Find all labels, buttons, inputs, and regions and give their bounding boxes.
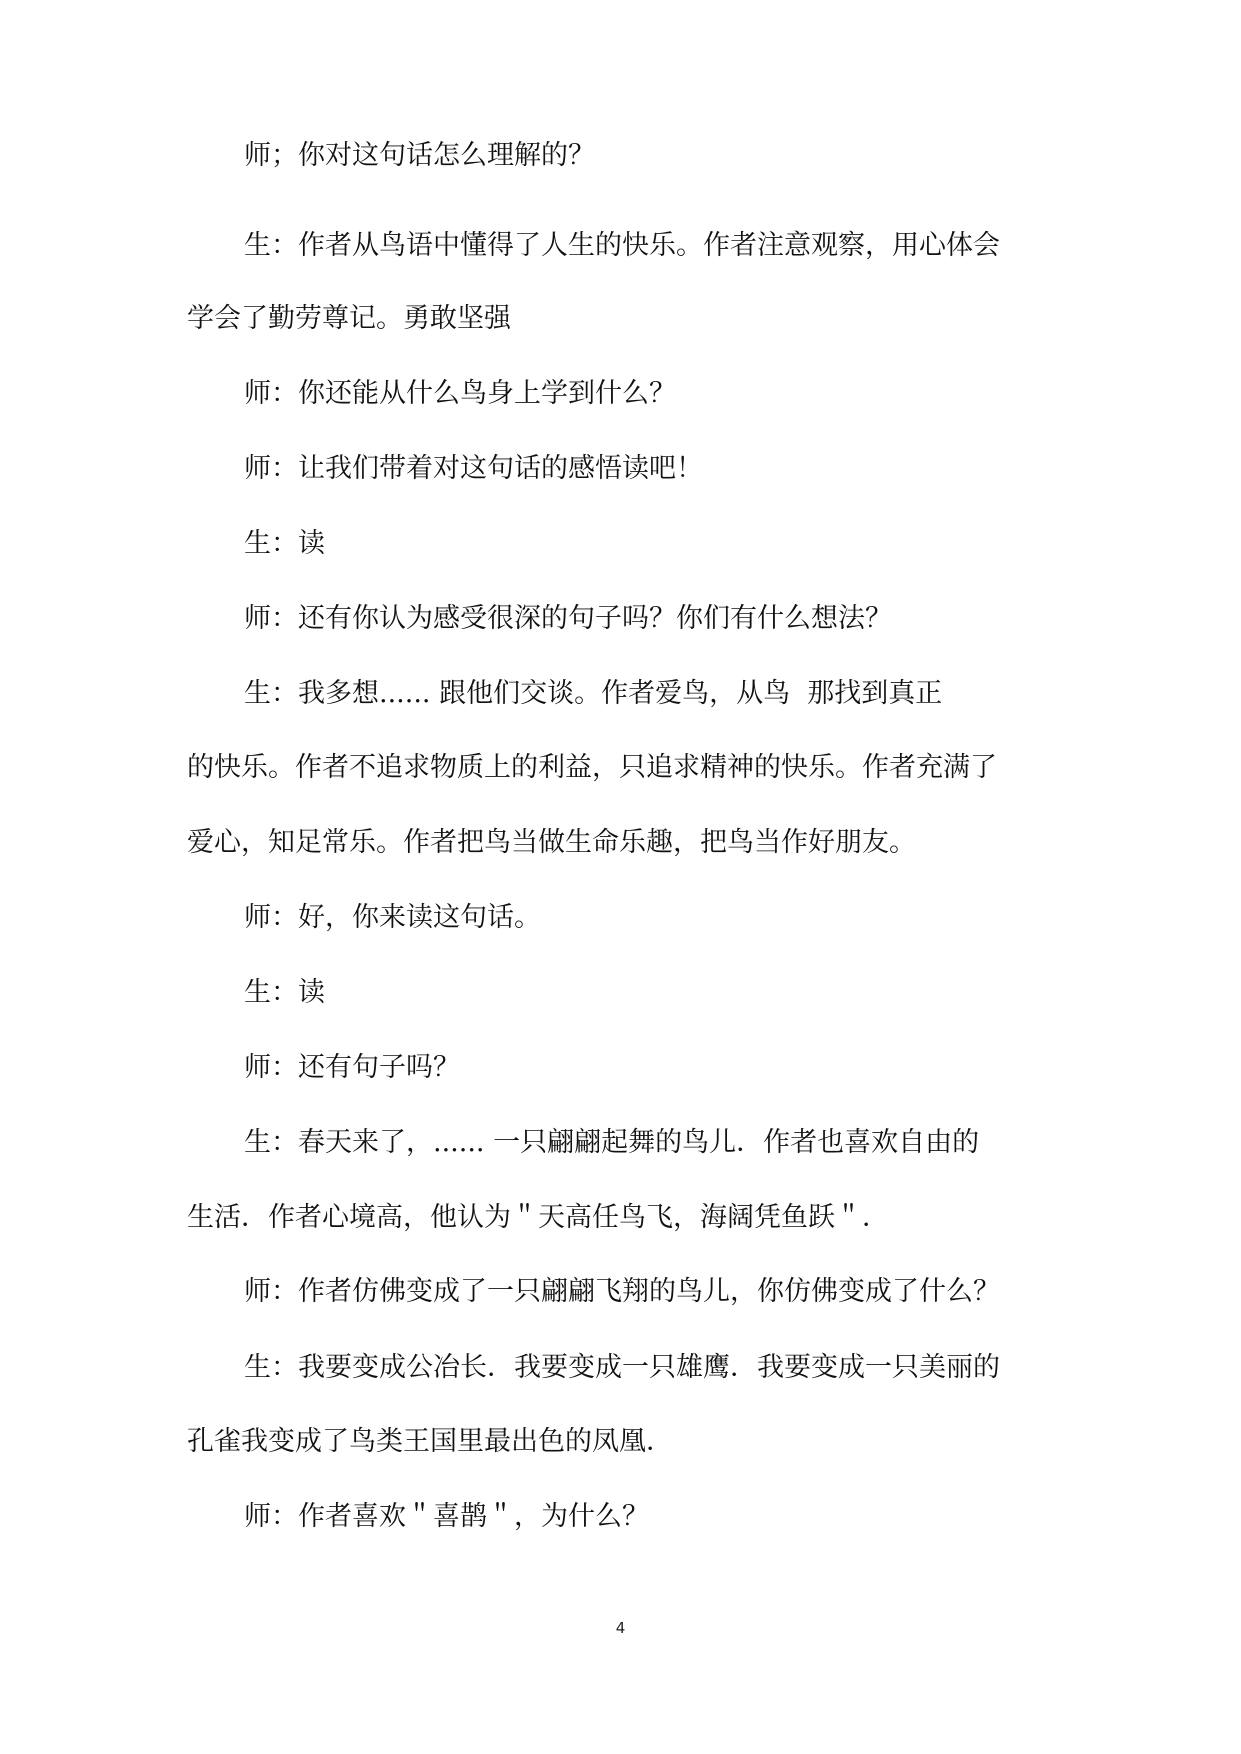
paragraph-line: 师；你对这句话怎么理解的？	[244, 140, 595, 171]
paragraph-line: 师：让我们带着对这句话的感悟读吧！	[244, 453, 703, 484]
paragraph-line: 师：你还能从什么鸟身上学到什么？	[244, 378, 676, 409]
paragraph-line: 的快乐。作者不追求物质上的利益，只追求精神的快乐。作者充满了	[187, 752, 997, 783]
paragraph-line: 生：春天来了，...... 一只翩翩起舞的鸟儿．作者也喜欢自由的	[244, 1127, 980, 1158]
paragraph-line: 生活．作者心境高，他认为＂天高任鸟飞，海阔凭鱼跃＂．	[187, 1202, 889, 1233]
paragraph-line: 生：我要变成公冶长．我要变成一只雄鹰．我要变成一只美丽的	[244, 1352, 1000, 1383]
paragraph-line: 生：读	[244, 528, 325, 559]
paragraph-line: 爱心，知足常乐。作者把鸟当做生命乐趣，把鸟当作好朋友。	[187, 827, 916, 858]
paragraph-line: 师：还有句子吗？	[244, 1052, 460, 1083]
paragraph-line: 师：还有你认为感受很深的句子吗？你们有什么想法？	[244, 603, 892, 634]
paragraph-line: 师：作者仿佛变成了一只翩翩飞翔的鸟儿，你仿佛变成了什么？	[244, 1276, 1000, 1307]
page-number: 4	[615, 1619, 626, 1637]
paragraph-line: 师：作者喜欢＂喜鹊＂，为什么？	[244, 1501, 649, 1532]
paragraph-line: 生：读	[244, 977, 325, 1008]
paragraph-line: 生：作者从鸟语中懂得了人生的快乐。作者注意观察，用心体会	[244, 230, 1000, 261]
paragraph-line: 师：好，你来读这句话。	[244, 902, 541, 933]
paragraph-line: 孔雀我变成了鸟类王国里最出色的凤凰．	[187, 1426, 673, 1457]
paragraph-line: 生：我多想...... 跟他们交谈。作者爱鸟，从鸟 那找到真正	[244, 678, 943, 709]
paragraph-line: 学会了勤劳尊记。勇敢坚强	[187, 303, 511, 334]
